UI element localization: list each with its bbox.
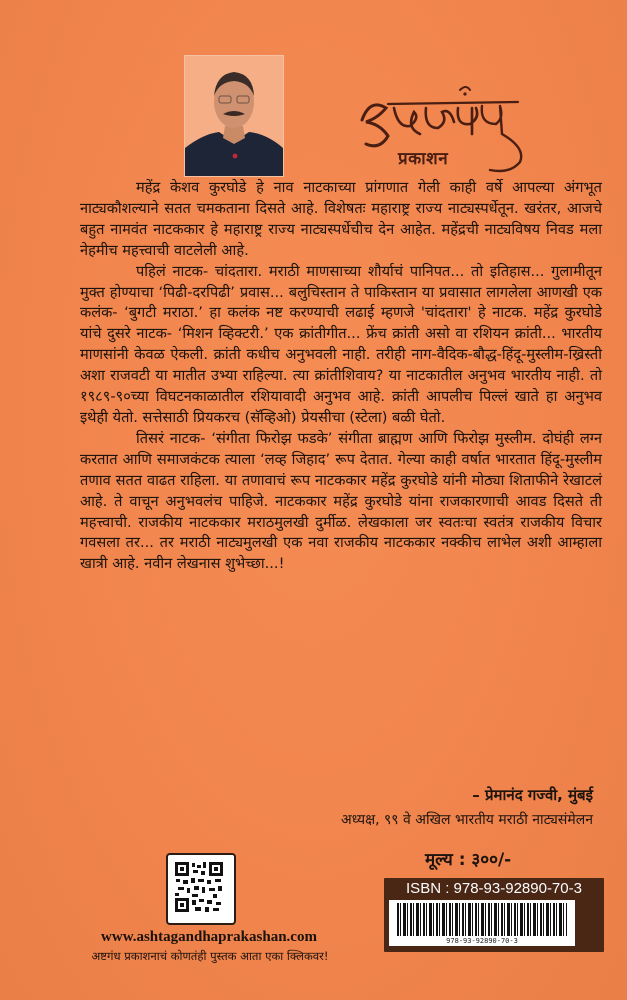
qr-code-icon — [175, 862, 223, 912]
publisher-tagline: अष्टगंध प्रकाशनाचं कोणतंही पुस्तक आता एका क्लिकवर! — [91, 949, 329, 963]
publisher-subtitle: प्रकाशन — [398, 149, 449, 169]
blurb-paragraph-3: तिसरं नाटक- ‘संगीता फिरोझ फडके’ संगीता ब्राह्मण आणि फिरोझ मुस्लीम. दोघंही लग्न करतात आणि समाजकंटक त्याला ‘लव्ह जिहाद’ रूप देतात. गेल्या काही वर्षात भारतात हिंदू-मुस्लीम तणाव सतत वाढत राहिला. या तणावाचं रूप नाटककार महेंद्र कुरघोडे यांनी मोठ्या शिताफीने रेखाटलं आहे. ते वाचून अनुभवलंच पाहिजे. नाटककार महेंद्र कुरघोडे यांना राजकारणाची आवड दिसते ती महत्त्वाची. राजकीय नाटककार मराठमुलखी दुर्मीळ. लेखकाला जर स्वतःचा स्वतंत्र राजकीय विचार गवसला तर... तर मराठी नाट्यमुलखी एक नवा राजकीय नाटककार नक्कीच लाभेल अशी आम्हाला खात्री आहे. नवीन लेखनास शुभेच्छा...! — [80, 429, 602, 573]
signer-designation: अध्यक्ष, ९९ वे अखिल भारतीय मराठी नाट्यसंमेलन — [341, 812, 593, 828]
blurb-text — [80, 178, 602, 575]
barcode-digits: 978-93-92890-70-3 — [446, 937, 518, 945]
barcode-bars-icon — [397, 903, 567, 936]
isbn-label: ISBN : 978-93-92890-70-3 — [406, 880, 582, 897]
book-price: मूल्य : ३००/- — [425, 850, 512, 870]
author-photo — [184, 55, 284, 177]
barcode — [389, 900, 575, 946]
blurb-paragraph-2: पहिलं नाटक- चांदतारा. मराठी माणसाच्या शौर्याचं पानिपत... तो इतिहास... गुलामीतून मुक्त होण्याचा ‘पिढी-दरपिढी’ प्रवास... बलुचिस्तान ते पाकिस्तान या प्रवासात लागलेला आणखी एक कलंक- ‘बुगटी मराठा.’ हा कलंक नष्ट करण्याची लढाई म्हणजे 'चांदतारा' हे नाटक. महेंद्र कुरघोडे यांचे दुसरे नाटक- ‘मिशन व्हिक्टरी.’ एक क्रांतीगीत... फ्रेंच क्रांती असो वा रशियन क्रांती... भारतीय माणसांनी केवळ ऐकली. क्रांती कधीच अनुभवली नाही. तरीही नाग-वैदिक-बौद्ध-हिंदू-मुस्लीम-ख्रिस्ती अशा राजवटी या मातीत उभ्या राहिल्या. त्या क्रांतीशिवाय? या नाटकातील अनुभव भारतीय नाही. तो १९८९-९०च्या विघटनकाळातील रशियावादी अनुभव आहे. क्रांती आपलीच पिल्लं खाते हा अनुभव इथेही येतो. सत्तेसाठी प्रियकरच (सॅव्हिओ) प्रेयसीचा (स्टेला) बळी घेतो. — [80, 262, 602, 426]
blurb-paragraph-1: महेंद्र केशव कुरघोडे हे नाव नाटकाच्या प्रांगणात गेली काही वर्षे आपल्या अंगभूत नाट्यकौशल्याने सतत चमकताना दिसते आहे. विशेषतः महाराष्ट्र राज्य नाट्यस्पर्धेतून. खरंतर, आजचे बहुत नामवंत नाटककार हे महाराष्ट्र राज्य नाट्यस्पर्धेचीच देन आहेत. महेंद्रची नाट्यविषय निवड मला नेहमीच महत्त्वाची वाटलेली आहे. — [80, 179, 602, 259]
publisher-website-link[interactable]: www.ashtagandhaprakashan.com — [101, 929, 317, 945]
qr-code[interactable] — [166, 853, 236, 925]
blurb-signature: – प्रेमानंद गज्वी, मुंबई — [472, 786, 593, 804]
isbn-barcode-block — [384, 878, 604, 952]
